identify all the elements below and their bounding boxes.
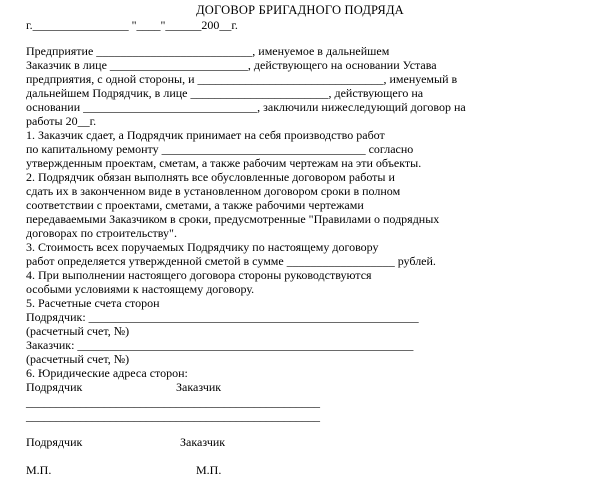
- document-title: ДОГОВОР БРИГАДНОГО ПОДРЯДА: [196, 3, 404, 17]
- contractor-account-caption: (расчетный счет, №): [26, 324, 130, 338]
- preamble-line: дальнейшем Подрядчик, в лице _______________________, действующего на: [26, 86, 424, 100]
- address-customer-line: ________________________: [176, 395, 320, 409]
- address-contractor-line: _________________________: [26, 409, 176, 423]
- preamble-line: Предприятие __________________________, именуемое в дальнейшем: [26, 44, 390, 58]
- preamble-line: основании _____________________________, заключили нижеследующий договор на: [26, 100, 466, 114]
- address-customer-line: ________________________: [176, 409, 320, 423]
- customer-account-caption: (расчетный счет, №): [26, 352, 130, 366]
- clause-line: 5. Расчетные счета сторон: [26, 296, 160, 310]
- clause-line: 4. При выполнении настоящего договора стороны руководствуются: [26, 268, 372, 282]
- address-customer-label: Заказчик: [176, 380, 222, 394]
- clause-line: 6. Юридические адреса сторон:: [26, 366, 188, 380]
- signature-contractor-label: Подрядчик: [26, 435, 83, 449]
- stamp-place-right: М.П.: [196, 463, 222, 477]
- clause-line: особыми условиями к настоящему договору.: [26, 282, 255, 296]
- clause-line: утвержденным проектам, сметам, а также рабочим чертежам на эти объекты.: [26, 156, 422, 170]
- preamble-line: предприятия, с одной стороны, и _______________________________, именуемый в: [26, 72, 458, 86]
- clause-line: 2. Подрядчик обязан выполнять все обусловленные договором работы и: [26, 170, 395, 184]
- stamp-place-left: М.П.: [26, 463, 52, 477]
- clause-line: 3. Стоимость всех поручаемых Подрядчику по настоящему договору: [26, 240, 379, 254]
- signature-customer-label: Заказчик: [180, 435, 226, 449]
- clause-line: сдать их в законченном виде в установленном договором сроки в полном: [26, 184, 401, 198]
- contractor-account-line: Подрядчик: _______________________________________________________: [26, 310, 419, 324]
- clause-line: по капитальному ремонту __________________________________ согласно: [26, 142, 414, 156]
- clause-line: работ определяется утвержденной сметой в сумме __________________ рублей.: [26, 254, 436, 268]
- clause-line: договорах по строительству".: [26, 226, 177, 240]
- clause-line: передаваемыми Заказчиком в сроки, предусмотренные "Правилами о подрядных: [26, 212, 440, 226]
- clause-line: соответствии с проектами, сметами, а также рабочими чертежами: [26, 198, 364, 212]
- clause-line: 1. Заказчик сдает, а Подрядчик принимает на себя производство работ: [26, 128, 385, 142]
- place-date-line: г.________________ "____"______200__г.: [26, 18, 238, 32]
- preamble-line: Заказчик в лице _______________________, действующего на основании Устава: [26, 58, 437, 72]
- customer-account-line: Заказчик: ________________________________________________________: [26, 338, 414, 352]
- address-contractor-line: _________________________: [26, 395, 176, 409]
- preamble-line: работы 20__г.: [26, 114, 97, 128]
- address-contractor-label: Подрядчик: [26, 380, 83, 394]
